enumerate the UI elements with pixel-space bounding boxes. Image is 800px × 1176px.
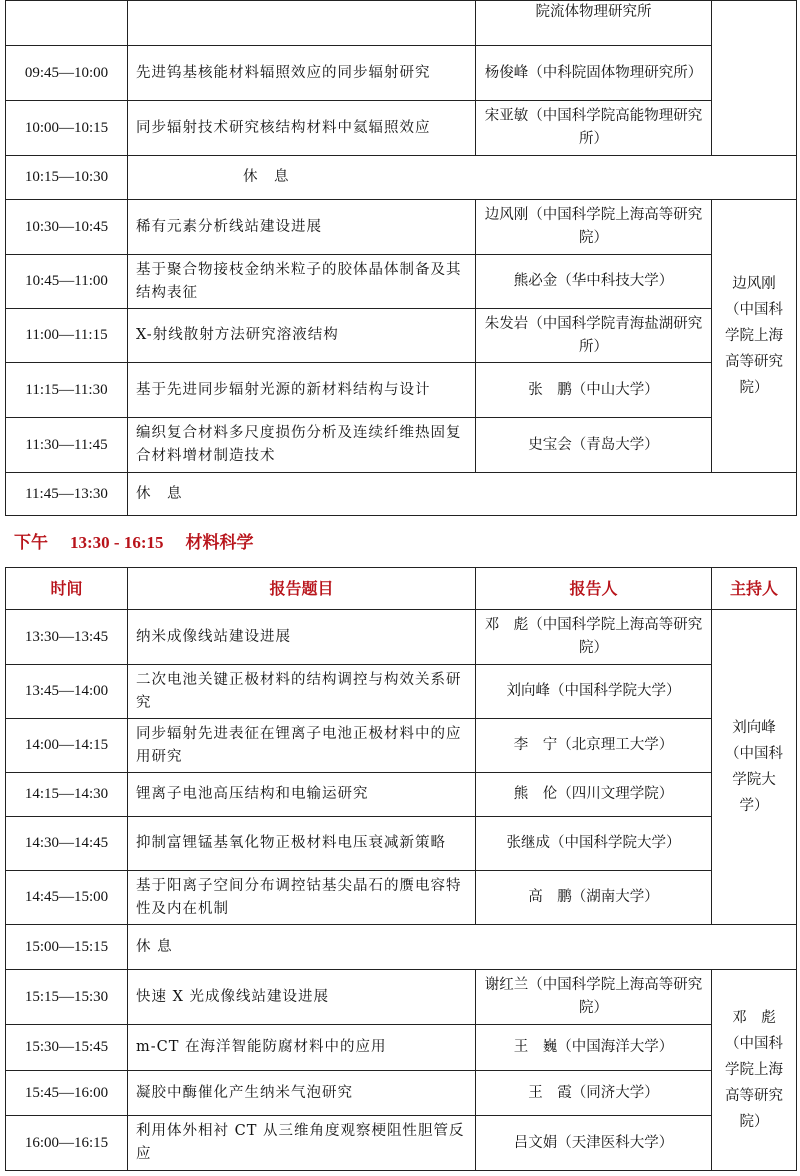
time-cell: 10:00—10:15 <box>6 101 128 156</box>
chair-cell <box>712 1 797 156</box>
title-cell: 基于阳离子空间分布调控钴基尖晶石的赝电容特性及内在机制 <box>128 871 476 925</box>
title-cell: 先进钨基核能材料辐照效应的同步辐射研究 <box>128 46 476 101</box>
title-cell: 二次电池关键正极材料的结构调控与构效关系研究 <box>128 665 476 719</box>
title-cell: 抑制富锂锰基氧化物正极材料电压衰减新策略 <box>128 817 476 871</box>
break-label: 休 息 <box>128 925 797 970</box>
speaker-cell: 李 宁（北京理工大学） <box>476 719 712 773</box>
speaker-cell: 朱发岩（中国科学院青海盐湖研究所） <box>476 309 712 363</box>
time-cell: 15:00—15:15 <box>6 925 128 970</box>
table-row <box>6 970 797 1025</box>
time-cell: 15:15—15:30 <box>6 970 128 1025</box>
time-cell: 16:00—16:15 <box>6 1116 128 1171</box>
table-row <box>6 101 797 156</box>
title-cell: 稀有元素分析线站建设进展 <box>128 200 476 255</box>
table-row <box>6 309 797 363</box>
time-cell: 14:45—15:00 <box>6 871 128 925</box>
title-cell: 利用体外相衬 CT 从三维角度观察梗阻性胆管反应 <box>128 1116 476 1171</box>
time-cell: 11:15—11:30 <box>6 363 128 418</box>
table-row <box>6 46 797 101</box>
time-cell: 15:45—16:00 <box>6 1071 128 1116</box>
speaker-cell: 熊必金（华中科技大学） <box>476 255 712 309</box>
table-header-row <box>6 568 797 610</box>
title-cell: m-CT 在海洋智能防腐材料中的应用 <box>128 1025 476 1071</box>
table-row <box>6 665 797 719</box>
speaker-cell: 谢红兰（中国科学院上海高等研究院） <box>476 970 712 1025</box>
break-label: 休 息 <box>128 473 797 516</box>
speaker-cell: 王 霞（同济大学） <box>476 1071 712 1116</box>
time-cell: 11:30—11:45 <box>6 418 128 473</box>
chair-cell: 边风刚（中国科学院上海高等研究院） <box>712 200 797 473</box>
speaker-cell: 王 巍（中国海洋大学） <box>476 1025 712 1071</box>
speaker-cell: 边风刚（中国科学院上海高等研究院） <box>476 200 712 255</box>
speaker-cell: 宋亚敏（中国科学院高能物理研究所） <box>476 101 712 156</box>
time-cell: 14:00—14:15 <box>6 719 128 773</box>
table-row <box>6 817 797 871</box>
table-row <box>6 719 797 773</box>
time-cell: 09:45—10:00 <box>6 46 128 101</box>
speaker-cell: 杨俊峰（中科院固体物理研究所） <box>476 46 712 101</box>
title-cell: 快速 X 光成像线站建设进展 <box>128 970 476 1025</box>
chair-cell: 邓 彪（中国科学院上海高等研究院） <box>712 970 797 1171</box>
session-time: 13:30 - 16:15 <box>70 533 164 552</box>
time-cell: 14:30—14:45 <box>6 817 128 871</box>
table-row <box>6 418 797 473</box>
time-cell: 11:45—13:30 <box>6 473 128 516</box>
table-row <box>6 255 797 309</box>
speaker-cell: 刘向峰（中国科学院大学） <box>476 665 712 719</box>
time-cell <box>6 1 128 46</box>
session-period: 下午 <box>14 533 48 553</box>
time-cell: 11:00—11:15 <box>6 309 128 363</box>
time-cell: 10:30—10:45 <box>6 200 128 255</box>
break-row <box>6 925 797 970</box>
break-row <box>6 473 797 516</box>
title-cell: 锂离子电池高压结构和电输运研究 <box>128 773 476 817</box>
header-title: 报告题目 <box>128 568 476 610</box>
table-row <box>6 200 797 255</box>
table-row <box>6 1025 797 1071</box>
table-row <box>6 363 797 418</box>
speaker-cell: 史宝会（青岛大学） <box>476 418 712 473</box>
afternoon-schedule-table <box>5 567 797 1171</box>
speaker-cell: 邓 彪（中国科学院上海高等研究院） <box>476 610 712 665</box>
morning-schedule-table <box>5 0 797 516</box>
table-row <box>6 610 797 665</box>
title-cell: 凝胶中酶催化产生纳米气泡研究 <box>128 1071 476 1116</box>
table-row <box>6 1116 797 1171</box>
title-cell: 纳米成像线站建设进展 <box>128 610 476 665</box>
speaker-cell: 张 鹏（中山大学） <box>476 363 712 418</box>
speaker-cell: 张继成（中国科学院大学） <box>476 817 712 871</box>
session-topic: 材料科学 <box>185 533 254 553</box>
title-cell: 同步辐射先进表征在锂离子电池正极材料中的应用研究 <box>128 719 476 773</box>
time-cell: 10:15—10:30 <box>6 156 128 200</box>
title-cell <box>128 1 476 46</box>
title-cell: 编织复合材料多尺度损伤分析及连续纤维热固复合材料增材制造技术 <box>128 418 476 473</box>
speaker-cell: 吕文娟（天津医科大学） <box>476 1116 712 1171</box>
title-cell: X-射线散射方法研究溶液结构 <box>128 309 476 363</box>
time-cell: 15:30—15:45 <box>6 1025 128 1071</box>
break-label: 休 息 <box>128 156 797 200</box>
time-cell: 13:45—14:00 <box>6 665 128 719</box>
table-row <box>6 773 797 817</box>
header-speaker: 报告人 <box>476 568 712 610</box>
table-row <box>6 1 797 46</box>
speaker-cell: 熊 伦（四川文理学院） <box>476 773 712 817</box>
speaker-cell: 高 鹏（湖南大学） <box>476 871 712 925</box>
title-cell: 基于先进同步辐射光源的新材料结构与设计 <box>128 363 476 418</box>
title-cell: 同步辐射技术研究核结构材料中氦辐照效应 <box>128 101 476 156</box>
break-row <box>6 156 797 200</box>
speaker-cell: 院流体物理研究所 <box>476 1 712 46</box>
table-row <box>6 871 797 925</box>
header-time: 时间 <box>6 568 128 610</box>
table-row <box>6 1071 797 1116</box>
header-chair: 主持人 <box>712 568 797 610</box>
time-cell: 13:30—13:45 <box>6 610 128 665</box>
chair-cell: 刘向峰（中国科学院大学） <box>712 610 797 925</box>
title-cell: 基于聚合物接枝金纳米粒子的胶体晶体制备及其结构表征 <box>128 255 476 309</box>
time-cell: 14:15—14:30 <box>6 773 128 817</box>
session-heading <box>14 528 275 553</box>
time-cell: 10:45—11:00 <box>6 255 128 309</box>
